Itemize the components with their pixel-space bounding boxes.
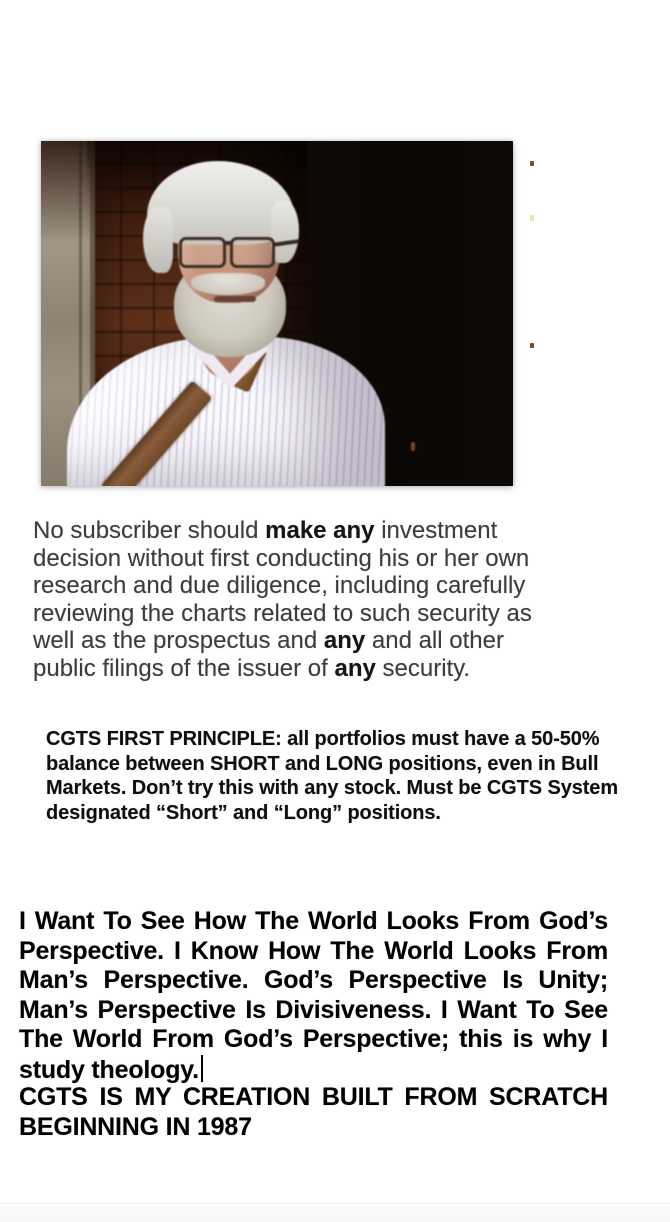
eyeglasses-left-lens [179,237,226,268]
eyeglasses-bridge [224,241,233,245]
disclaimer-segment: No subscriber should [33,517,266,544]
disclaimer-segment: investment decision without first conducting his or her own research and due diligence, including carefully reviewing the charts related to such security as well as the prospectus and [33,517,532,655]
bottom-band [0,1203,670,1222]
artifact-dot [530,343,534,348]
disclaimer-segment-bold: any [323,627,366,655]
man-mustache [191,273,265,295]
eyeglasses [179,235,279,271]
theology-paragraph[interactable] [19,907,608,1086]
disclaimer-segment: and all other public filings of the issuer of [33,627,504,682]
creation-heading[interactable]: CGTS IS MY CREATION BUILT FROM SCRATCH BEGINNING IN 1987 [19,1083,608,1141]
man-mouth [214,296,256,302]
photo-rust-speck [411,442,415,451]
artifact-dot [530,215,534,221]
disclaimer-segment-bold: any [334,654,376,682]
eyeglasses-right-lens [230,237,275,268]
theology-text: I Want To See How The World Looks From God’s Perspective. I Know How The World Looks From Man’s Perspective. God’s Perspective Is Unity; Man’s Perspective Is Divisiveness. I Want To See The World From God’s Perspective; this is why I study theology. [19,907,608,1084]
artifact-dot [530,161,534,166]
disclaimer-segment: security. [375,654,471,682]
portrait-photo-art [41,141,513,486]
man-hair-left-tuft [143,207,173,273]
disclaimer-segment-bold: make any [265,517,375,544]
first-principle-paragraph[interactable]: CGTS FIRST PRINCIPLE: all portfolios must have a 50-50% balance between SHORT and LONG positions, even in Bull Markets. Don’t try this with any stock. Must be CGTS System designated “Short” and “Long” positions. [46,728,619,824]
text-cursor-caret [201,1055,203,1082]
portrait-photo[interactable] [41,141,513,486]
disclaimer-paragraph[interactable] [33,517,559,683]
